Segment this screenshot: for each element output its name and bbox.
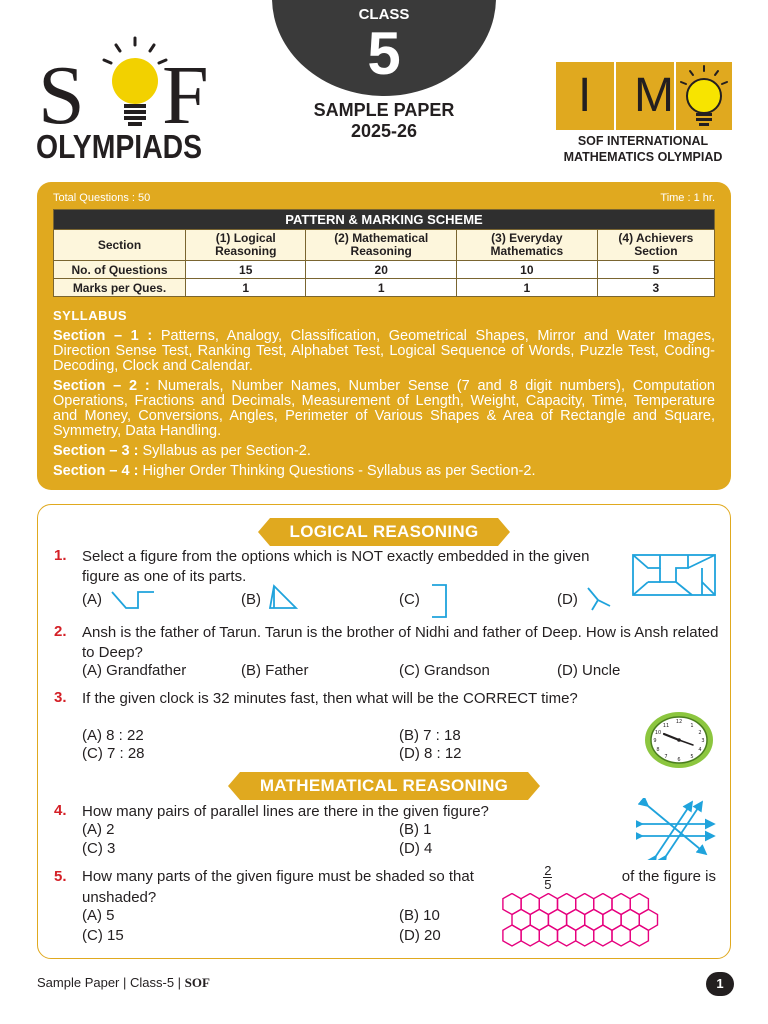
column-header: (4) Achievers Section [597,230,714,261]
class-number: 5 [367,20,401,87]
svg-text:8: 8 [656,747,660,753]
option-c-figure [428,583,450,619]
svg-text:10: 10 [654,730,662,736]
option-a: (A) 5 [82,907,115,924]
table-cell: 1 [456,279,597,297]
imo-letter-i: I [578,69,592,122]
info-panel [37,182,731,490]
section-label: Section – 2 : [53,378,150,394]
fraction-denominator: 5 [544,876,552,892]
option-a: (A) 2 [82,821,115,838]
column-header: (1) Logical Reasoning [186,230,306,261]
option-c: (C) 15 [82,927,124,944]
embedded-figure [632,554,716,596]
hexagon-cell [558,925,576,946]
class-label: CLASS [358,6,410,23]
imo-subtitle [540,133,746,165]
imo-logo [556,62,732,130]
table-row [54,261,715,279]
imo-subtitle-line: MATHEMATICS OLYMPIAD [563,150,723,164]
option-c: (C) 3 [82,840,116,857]
option-d-figure [584,586,612,612]
option-d: (D) 4 [399,840,433,857]
option-label: (A) [82,591,102,608]
lightbulb-icon [100,36,170,136]
svg-text:2: 2 [698,730,702,736]
column-header: (3) Everyday Mathematics [456,230,597,261]
table-cell: 1 [306,279,456,297]
imo-letter-m: M [634,69,674,122]
syllabus-section [53,379,715,439]
question-text: Select a figure from the options which is NOT exactly embedded in the given figure as one of its parts. [82,548,590,585]
column-header: Section [54,230,186,261]
hexagon-cell [576,925,594,946]
time-limit: Time : 1 hr. [660,192,715,204]
row-label: Marks per Ques. [54,279,186,297]
syllabus-section [53,329,715,374]
option-d: (D) 8 : 12 [399,745,462,762]
hexagon-grid-figure [502,893,718,955]
option-b: (B) 1 [399,821,432,838]
svg-text:12: 12 [675,719,683,725]
hexagon-cell [630,925,648,946]
syllabus-section [53,464,715,479]
question-text: Ansh is the father of Tarun. Tarun is the brother of Nidhi and father of Deep. How is Ansh related to Deep? [82,624,719,661]
clock-figure [642,709,716,769]
option-b: (B) Father [241,662,309,679]
fraction-numerator: 2 [544,862,552,878]
svg-text:11: 11 [662,723,670,729]
option-label: (B) [241,591,261,608]
svg-text:6: 6 [677,757,681,763]
svg-text:7: 7 [664,754,668,760]
option-a: (A) Grandfather [82,662,187,679]
lightbulb-icon [676,62,732,130]
table-cell: 10 [456,261,597,279]
section-label: Section – 3 : [53,443,139,459]
section-text: Higher Order Thinking Questions - Syllabus as per Section-2. [138,463,536,479]
svg-text:5: 5 [690,754,694,760]
syllabus-section [53,444,715,459]
question-text: How many pairs of parallel lines are there in the given figure? [82,803,489,820]
hexagon-cell [503,925,521,946]
section-label: Section – 1 : [53,328,153,344]
table-cell: 20 [306,261,456,279]
logo-letter-s: S [38,49,85,142]
option-label: (C) [399,591,420,608]
table-cell: 15 [186,261,306,279]
paper-title-line: SAMPLE PAPER [313,100,455,120]
option-b-figure [266,584,298,612]
section-text: Patterns, Analogy, Classification, Geometrical Shapes, Mirror and Water Images, Direction Sense Test, Ranking Test, Alphabet Test, Logical Sequence of Words, Puzzle Test, Coding-Decoding, Clock and Calendar. [53,328,715,374]
table-cell: 3 [597,279,714,297]
option-d: (D) 20 [399,927,441,944]
parallel-lines-figure [636,798,718,860]
table-header-row [54,230,715,261]
svg-text:9: 9 [653,738,657,744]
svg-text:3: 3 [701,738,705,744]
question-number: 1. [54,547,67,564]
section-label: Section – 4 : [53,463,139,479]
table-cell: 5 [597,261,714,279]
question-number: 4. [54,802,67,819]
question-number: 3. [54,689,67,706]
syllabus-title: SYLLABUS [53,308,128,323]
option-c: (C) Grandson [399,662,490,679]
option-a: (A) 8 : 22 [82,727,144,744]
question-text-part: of the figure is [621,868,716,885]
question-text-part: unshaded? [82,889,157,906]
footer-brand: SOF [184,975,210,990]
hexagon-cell [594,925,612,946]
option-c: (C) 7 : 28 [82,745,145,762]
svg-text:1: 1 [690,723,694,729]
hexagon-cell [521,925,539,946]
section-text: Syllabus as per Section-2. [138,443,311,459]
imo-subtitle-line: SOF INTERNATIONAL [577,134,709,148]
syllabus [53,308,715,484]
option-label: (D) [557,591,578,608]
logo-letter-f: F [162,49,209,142]
logo-wordmark: OLYMPIADS [36,128,203,165]
column-header: (2) Mathematical Reasoning [306,230,456,261]
sof-olympiads-logo [34,36,220,166]
option-d: (D) Uncle [557,662,621,679]
table-cell: 1 [186,279,306,297]
paper-title [260,100,508,142]
imo-divider [614,62,616,130]
question-number: 5. [54,868,67,885]
paper-year: 2025-26 [350,121,418,141]
option-a-figure [110,588,156,612]
fraction [543,864,552,891]
question-text-part: How many parts of the given figure must be shaded so that [82,868,474,885]
section-banner-mathematical: MATHEMATICAL REASONING [240,772,528,800]
table-title: PATTERN & MARKING SCHEME [54,210,715,230]
hexagon-cell [539,925,557,946]
question-number: 2. [54,623,67,640]
footer-label: Sample Paper | Class-5 | [37,975,182,990]
total-questions: Total Questions : 50 [53,192,151,204]
footer-text [37,975,210,991]
option-b: (B) 7 : 18 [399,727,461,744]
section-banner-logical: LOGICAL REASONING [270,518,498,546]
question-text: If the given clock is 32 minutes fast, then what will be the CORRECT time? [82,690,578,707]
option-b: (B) 10 [399,907,440,924]
svg-text:4: 4 [698,747,702,753]
page-number: 1 [706,972,734,996]
section-text: Numerals, Number Names, Number Sense (7 and 8 digit numbers), Computation Operations, Fractions and Decimals, Measurement of Length, Weight, Capacity, Time, Temperature and Money, Conversions, Angles, Perimeter of Various Shapes & Area of Rectangle and Square, Symmetry, Data Handling. [53,378,715,439]
hexagon-cell [612,925,630,946]
marking-scheme-table [53,209,715,297]
table-row [54,279,715,297]
row-label: No. of Questions [54,261,186,279]
